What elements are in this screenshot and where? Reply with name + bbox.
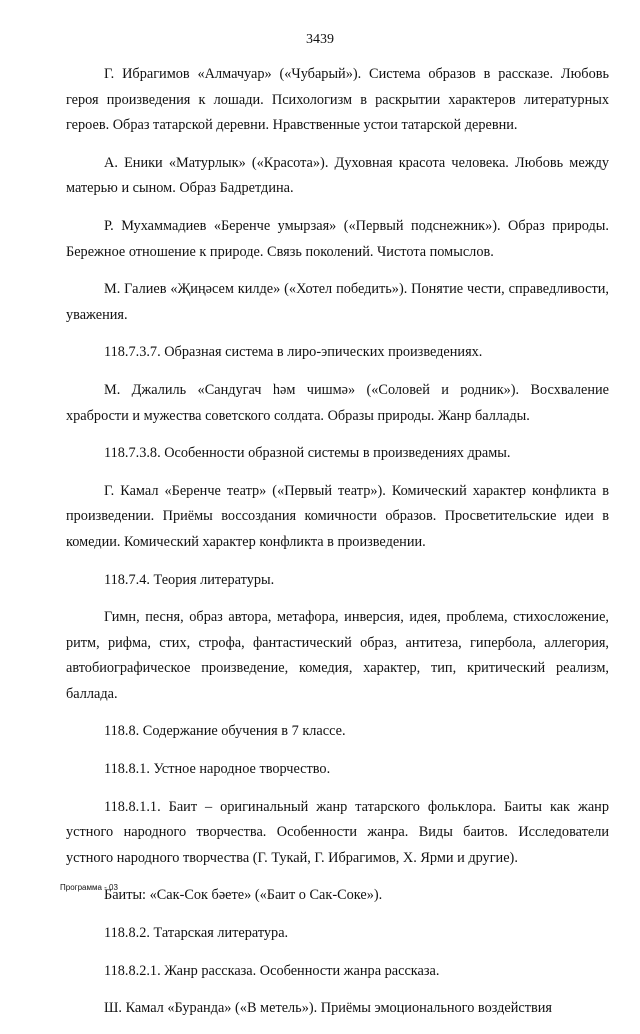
paragraph-jinasem-kilde: М. Галиев «Җиңәсем килде» («Хотел победить»). Понятие чести, справедливости, уважения. <box>66 281 609 323</box>
section-heading-118-7-4: 118.7.4. Теория литературы. <box>104 571 275 588</box>
paragraph-bait: 118.8.1.1. Баит – оригинальный жанр татарского фольклора. Баиты как жанр устного народного творчества. Особенности жанра. Виды баитов. Исследователи устного народного творчества (Г. Тукай, Г. Ибрагимов, Х. Ярми и другие). <box>66 798 609 866</box>
document-body <box>66 62 609 1034</box>
section-heading-118-7-3-8: 118.7.3.8. Особенности образной системы в произведениях драмы. <box>104 445 511 462</box>
paragraph-berenche-umyrzaya: Р. Мухаммадиев «Беренче умырзая» («Первый подснежник»). Образ природы. Бережное отношение к природе. Связь поколений. Чистота помыслов. <box>66 217 609 260</box>
page-number: 3439 <box>306 32 334 47</box>
paragraph-almachuar: Г. Ибрагимов «Алмачуар» («Чубарый»). Система образов в рассказе. Любовь героя произведения к лошади. Психологизм в раскрытии характеров литературных героев. Образ татарской деревни. Нравственные устои татарской деревни. <box>66 66 609 134</box>
paragraph-berenche-teatr: Г. Камал «Беренче театр» («Первый театр»). Комический характер конфликта в произведении. Приёмы воссоздания комичности образов. Просветительские идеи в комедии. Комический характер конфликта в произведении. <box>66 482 609 550</box>
section-heading-118-8: 118.8. Содержание обучения в 7 классе. <box>104 723 346 740</box>
paragraph-sak-sok: Баиты: «Сак-Сок бәете» («Баит о Сак-Соке»). <box>104 887 383 904</box>
section-heading-118-8-1: 118.8.1. Устное народное творчество. <box>104 761 331 778</box>
paragraph-sandugach: М. Джалиль «Сандугач һәм чишмә» («Соловей и родник»). Восхваление храбрости и мужества советского солдата. Образы природы. Жанр баллады. <box>66 381 609 424</box>
section-heading-118-8-2-1: 118.8.2.1. Жанр рассказа. Особенности жанра рассказа. <box>104 962 440 979</box>
footer-label: Программа - 03 <box>60 883 118 892</box>
paragraph-maturlyk: А. Еники «Матурлык» («Красота»). Духовная красота человека. Любовь между матерью и сыном. Образ Бадретдина. <box>66 154 609 197</box>
paragraph-buranda: Ш. Камал «Буранда» («В метель»). Приёмы эмоционального воздействия <box>104 1000 552 1017</box>
section-heading-118-7-3-7: 118.7.3.7. Образная система в лиро-эпических произведениях. <box>104 344 483 361</box>
section-heading-118-8-2: 118.8.2. Татарская литература. <box>104 925 289 942</box>
paragraph-theory-terms: Гимн, песня, образ автора, метафора, инверсия, идея, проблема, стихосложение, ритм, рифма, стих, строфа, фантастический образ, антитеза, гипербола, аллегория, автобиографическое произведение, комедия, характер, тип, критический реализм, баллада. <box>66 609 609 702</box>
